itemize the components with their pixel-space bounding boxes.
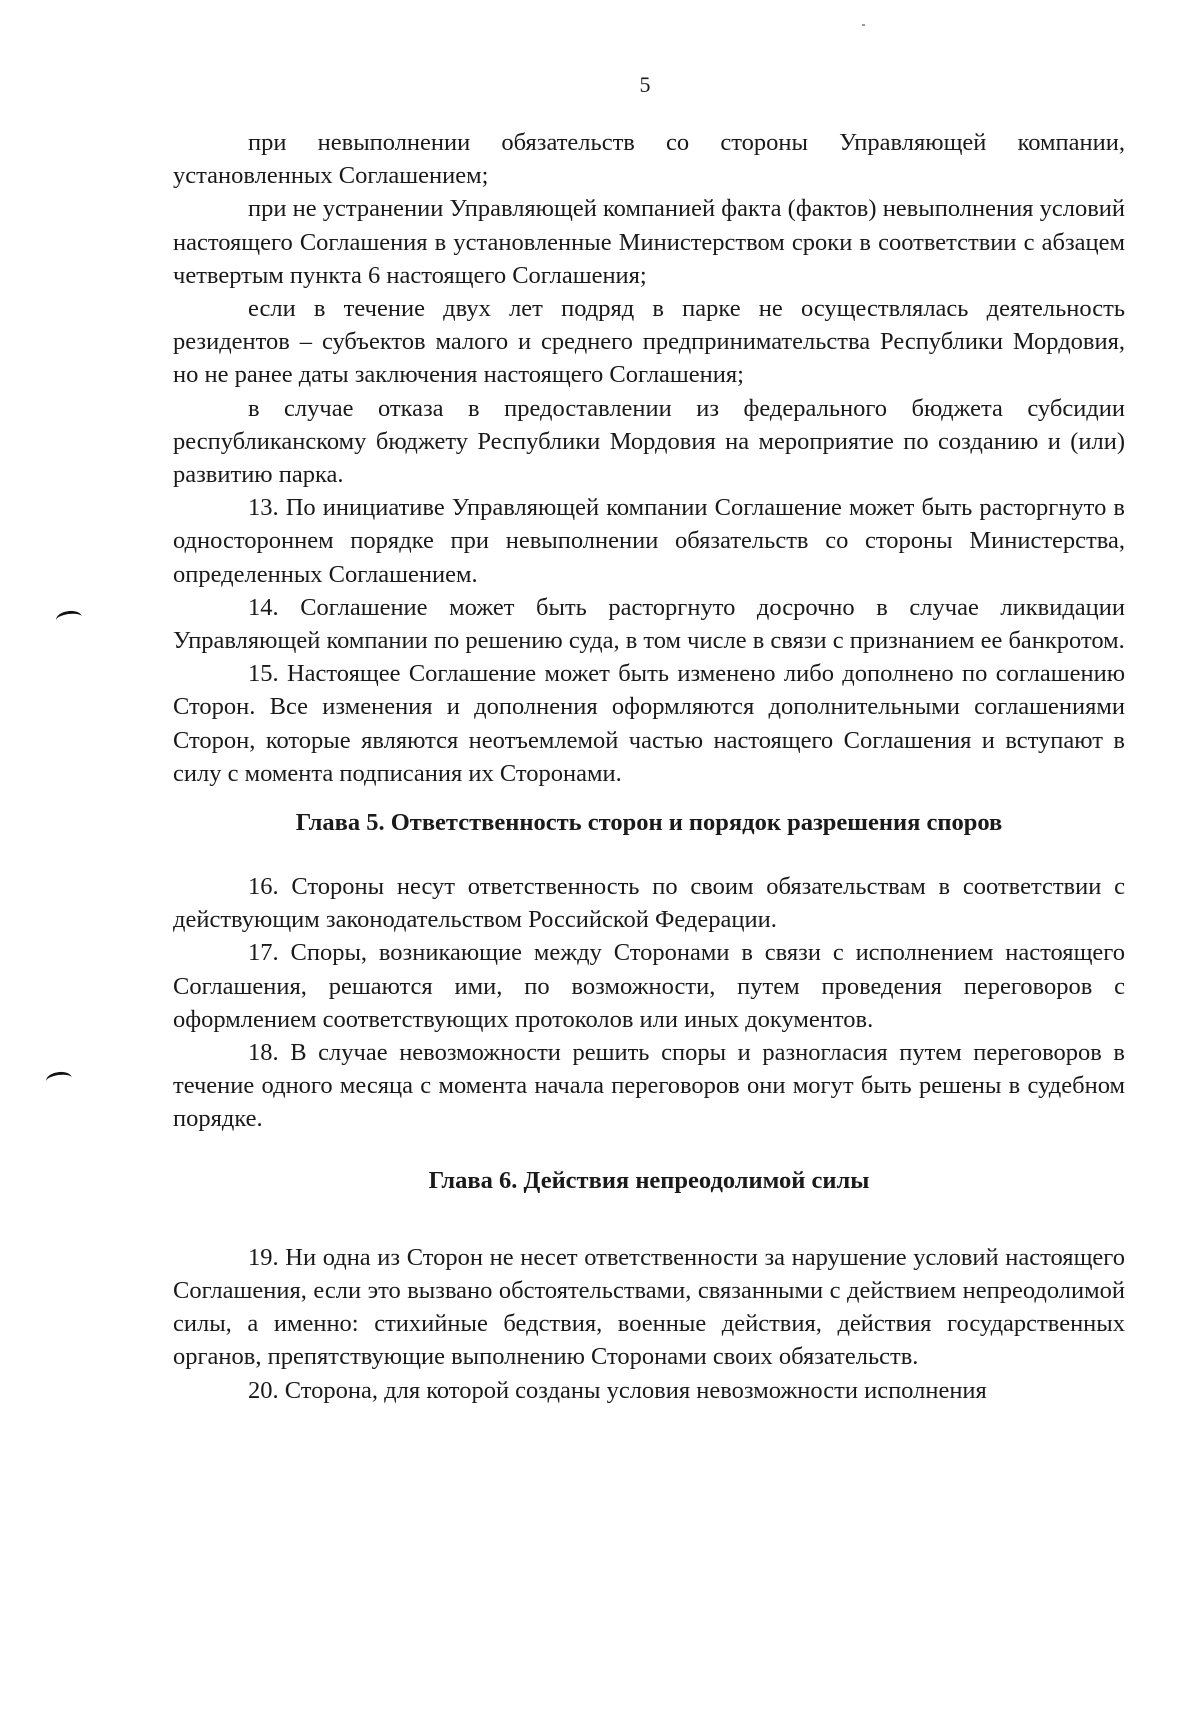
paragraph-20: 20. Сторона, для которой созданы условия невозможности исполнения	[248, 1376, 987, 1404]
paragraph-16: 16. Стороны несут ответственность по своим обязательствам в соответствии с действующим законодательством Российской Федерации.	[173, 873, 1125, 934]
paragraph: если в течение двух лет подряд в парке не осуществлялась деятельность резидентов – субъектов малого и среднего предпринимательства Республики Мордовия, но не ранее даты заключения настоящего Соглашения;	[173, 295, 1125, 389]
chapter-5-heading: Глава 5. Ответственность сторон и порядок разрешения споров	[295, 809, 1003, 837]
paragraph-14: 14. Соглашение может быть расторгнуто досрочно в случае ликвидации Управляющей компании по решению суда, в том числе в связи с признанием ее банкротом.	[173, 593, 1125, 655]
margin-mark	[45, 1070, 73, 1088]
margin-mark	[55, 609, 83, 627]
paragraph-15: 15. Настоящее Соглашение может быть изменено либо дополнено по соглашению Сторон. Все изменения и дополнения оформляются дополнительными соглашениями Сторон, которые являются неотъемлемой частью настоящего Соглашения и вступают в силу с момента подписания их Сторонами.	[173, 660, 1125, 787]
paragraph: при не устранении Управляющей компанией факта (фактов) невыполнения условий настоящего Соглашения в установленные Министерством сроки в соответствии с абзацем четвертым пункта 6 настоящего Соглашения;	[173, 195, 1125, 289]
paragraph: в случае отказа в предоставлении из федерального бюджета субсидии республиканскому бюджету Республики Мордовия на мероприятие по созданию и (или) развитию парка.	[173, 394, 1125, 489]
page-number: 5	[639, 72, 651, 97]
paragraph-19: 19. Ни одна из Сторон не несет ответственности за нарушение условий настоящего Соглашения, если это вызвано обстоятельствами, связанными с действием непреодолимой силы, а именно: стихийные бедствия, военные действия, действия государственных органов, препятствующие выполнению Сторонами своих обязательств.	[173, 1243, 1125, 1371]
paragraph: при невыполнении обязательств со стороны Управляющей компании, установленных Соглашением;	[173, 129, 1125, 190]
paragraph-18: 18. В случае невозможности решить споры и разногласия путем переговоров в течение одного месяца с момента начала переговоров они могут быть решены в судебном порядке.	[173, 1039, 1125, 1133]
document-body	[173, 126, 1125, 1407]
scan-speck	[862, 24, 865, 26]
paragraph-17: 17. Споры, возникающие между Сторонами в связи с исполнением настоящего Соглашения, решаются ими, по возможности, путем проведения переговоров с оформлением соответствующих протоколов или иных документов.	[173, 939, 1125, 1033]
paragraph-13: 13. По инициативе Управляющей компании Соглашение может быть расторгнуто в одностороннем порядке при невыполнении обязательств со стороны Министерства, определенных Соглашением.	[173, 494, 1125, 588]
chapter-6-heading: Глава 6. Действия непреодолимой силы	[428, 1166, 870, 1194]
